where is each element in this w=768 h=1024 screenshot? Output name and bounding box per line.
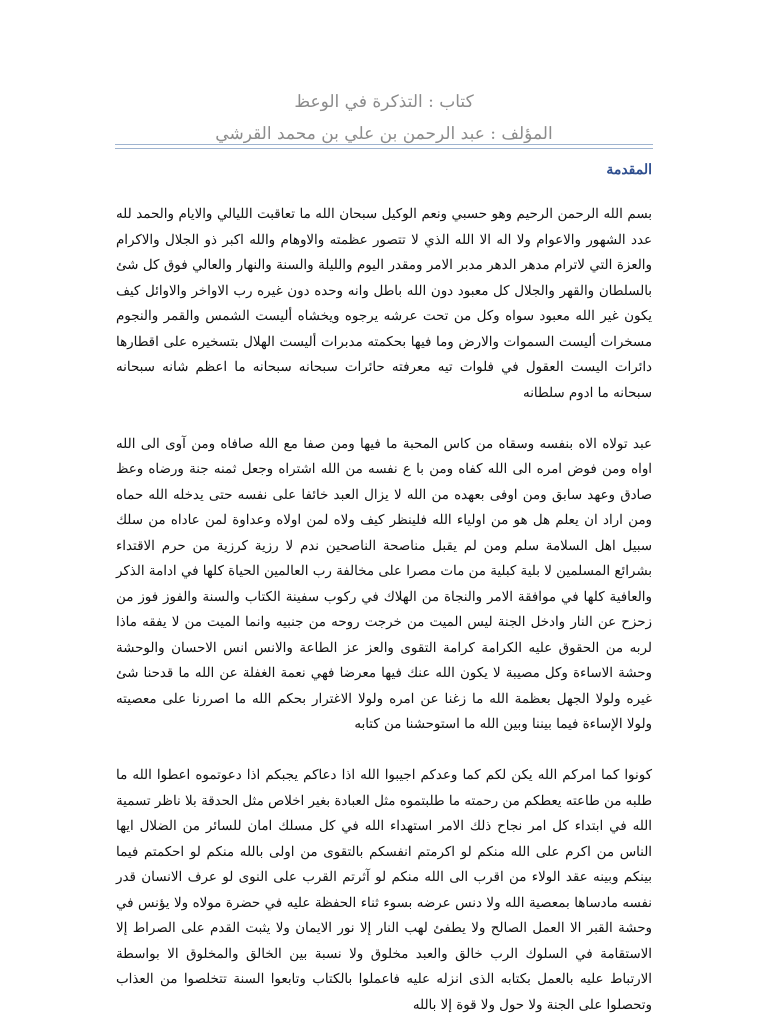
- document-header: [115, 86, 653, 150]
- book-title: كتاب : التذكرة في الوعظ: [294, 92, 474, 112]
- header-divider-top: [115, 144, 653, 145]
- author-line: المؤلف : عبد الرحمن بن علي بن محمد القرشي: [215, 124, 553, 144]
- section-heading: المقدمة: [606, 162, 652, 178]
- paragraph-1: بسم الله الرحمن الرحيم وهو حسبي ونعم الوكيل سبحان الله ما تعاقبت الليالي والايام والحمد لله عدد الشهور والاعوام ولا اله الا الله الذي لا تتصور عظمته والاوهام والله اكبر ذو الجلال والاكرام والعزة التي لاترام مدهر الدهر مدبر الامر ومقدر اليوم والليلة والسنة والنهار والعالي فوق كل شئ بالسلطان والقهر والجلال كل معبود دون الله باطل وانه وحده دون غيره رب الاواخر والاوائل كيف يكون غير الله معبود سواه وكل من تحت عرشه يرجوه ويخشاه أليست الشمس والقمر والنجوم مسخرات أليست السموات والارض وما فيها بحكمته مدبرات أليست الهلال بتسخيره على اقطارها دائرات اليست العقول في فلوات تيه معرفته حائرات سبحانه سبحانه ما اعظم شانه سبحانه سبحانه ما ادوم سلطانه: [116, 207, 652, 401]
- paragraph-3: كونوا كما امركم الله يكن لكم كما وعدكم اجيبوا الله اذا دعاكم يجبكم اذا دعوتموه اعطوا الله ما طلبه من طاعته يعطكم من رحمته ما طلبتموه مثل العبادة بغير اخلاص مثل الحدقة بلا ناظر تسمية الله في ابتداء كل امر نجاح ذلك الامر استهداء الله في كل مسلك امان للسائر من الضلال ايها الناس من اكرم على الله منكم لو اكرمتم انفسكم بالتقوى من اولى بالله منكم لو احكمتم فيما بينكم وبينه عقد الولاء من اقرب الى الله منكم لو آثرتم القرب على النوى لو عرف الانسان قدر نفسه مادساها بمعصية الله ولا دنس عرضه بسوء ثناء الحفظة عليه في حضرة مولاه ولا يؤنس في وحشة القبر الا العمل الصالح ولا يطفئ لهب النار إلا نور الايمان ولا يثبت القدم على الصراط إلا الاستقامة في السلوك الرب خالق والعبد مخلوق ولا نسبة بين الخالق والمخلوق الا بواسطة الارتباط عليه بالعمل بكتابه الذى انزله عليه فاعملوا بالكتاب وتابعوا السنة تتخلصوا من العذاب وتحصلوا على الجنة ولا حول ولا قوة إلا بالله: [116, 768, 652, 1013]
- document-body: [116, 202, 652, 1018]
- paragraph-2: عبد تولاه الاه بنفسه وسقاه من كاس المحبة ما فيها ومن صفا مع الله صافاه ومن آوى الى الله اواه ومن فوض امره الى الله كفاه ومن با ع نفسه من الله اشتراه وجعل ثمنه جنة ورضاه وعظ صادق وعهد سابق ومن اوفى بعهده من الله لا يزال العبد خائفا على نفسه حتى يدخله الله حماه ومن اراد ان يعلم هل هو من اولياء الله فلينظر كيف ولاه لمن اولاه وعداوة لمن عاداه من سلك سبيل اهل السلامة سلم ومن لم يقبل مناصحة الناصحين ندم لا رزية كرزية من حرم الاقتداء بشرائع المسلمين لا بلية كبلية من مات مصرا على مخالفة رب العالمين الحياة كلها في ادامة الذكر والعافية كلها في موافقة الامر والنجاة من الهلاك في ركوب سفينة الكتاب والسنة والفوز فوز من زحزح عن النار وادخل الجنة ليس الميت من خرجت روحه من جنبيه وانما الميت من لا يفقه ماذا لربه من الحقوق عليه الكرامة كرامة التقوى والعز عز الطاعة والانس انس الاحسان والوحشة وحشة الاساءة وكل مصيبة لا يكون الله عنك فيها معرضا فهي نعمة الغفلة عن الله ما قدحنا شئ غيره ولولا الجهل بعظمة الله ما زغنا عن امره ولولا الاغترار بحكم الله ما اصررنا على معصيته ولولا الإساءة فيما بيننا وبين الله ما استوحشنا من كتابه: [116, 436, 652, 732]
- header-divider-bottom: [115, 148, 653, 149]
